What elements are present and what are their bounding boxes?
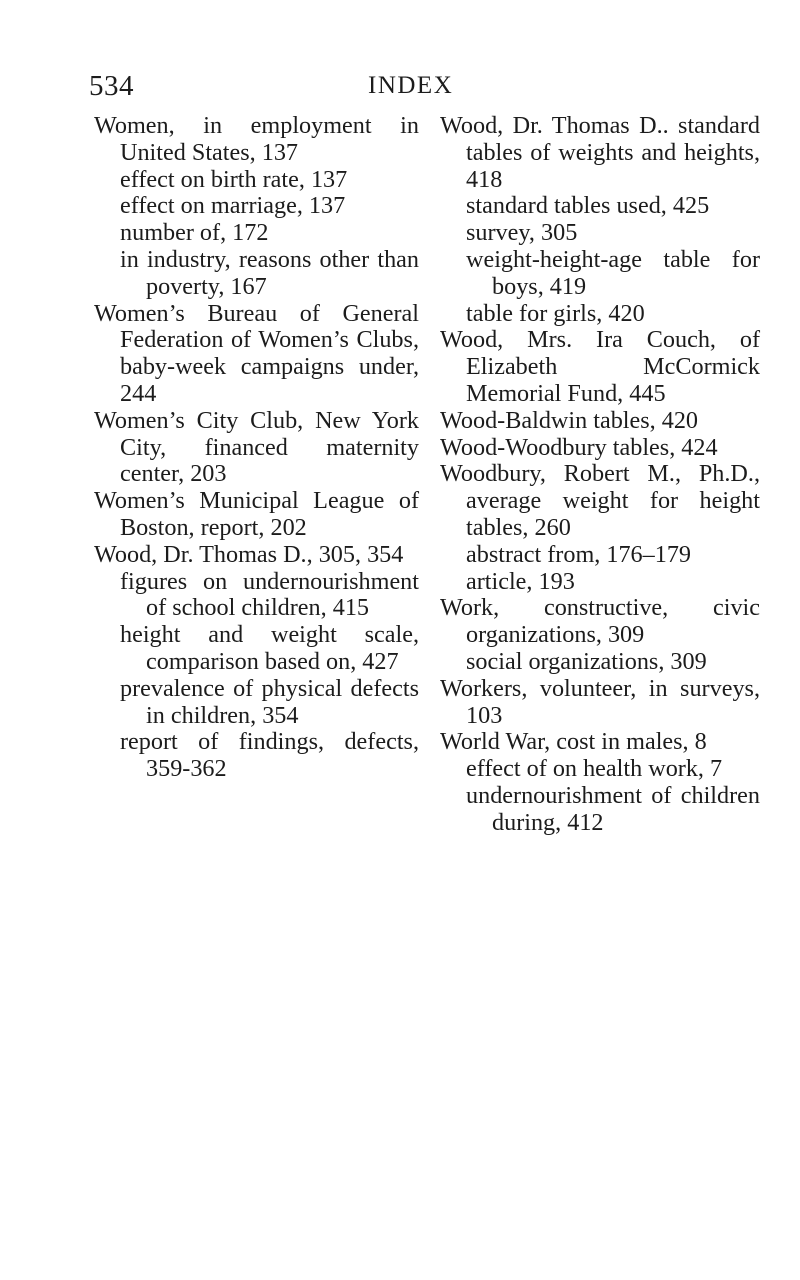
index-entry: Wood-Woodbury tables, 424: [440, 433, 718, 461]
page-number: 534: [89, 70, 134, 102]
index-subentry: report of findings, defects, 359-362: [120, 728, 419, 783]
index-entry: Woodbury, Robert M., Ph.D., average weight for height tables, 260: [440, 460, 760, 541]
index-subentry: in industry, reasons other than poverty, 167: [120, 245, 419, 300]
index-subentry: effect on birth rate, 137: [120, 165, 348, 193]
index-column-right: [440, 113, 760, 837]
index-subentry: weight-height-age table for boys, 419: [466, 245, 760, 300]
index-subentry: social organizations, 309: [466, 647, 707, 675]
index-entry: World War, cost in males, 8: [440, 728, 707, 756]
index-subentry: number of, 172: [120, 219, 269, 247]
index-entry: Women’s Bureau of General Federation of Women’s Clubs, baby-week campaigns under, 244: [94, 299, 419, 407]
index-entry: Women, in employment in United States, 137: [94, 112, 419, 166]
index-subentry: figures on undernourishment of school children, 415: [120, 567, 419, 622]
index-subentry: effect of on health work, 7: [466, 755, 723, 783]
running-head: INDEX: [368, 72, 454, 99]
index-subentry: abstract from, 176–179: [466, 540, 692, 568]
index-entry: Wood, Dr. Thomas D.. standard tables of weights and heights, 418: [440, 112, 760, 193]
index-subentry: height and weight scale, comparison based on, 427: [120, 621, 419, 675]
index-entry: Women’s City Club, New York City, financed maternity center, 203: [94, 406, 419, 488]
index-entry: Work, constructive, civic organizations, 309: [440, 594, 760, 649]
index-entry: Workers, volunteer, in surveys, 103: [440, 674, 760, 729]
index-subentry: standard tables used, 425: [466, 192, 710, 220]
index-subentry: undernourishment of children during, 412: [466, 781, 760, 836]
index-subentry: effect on marriage, 137: [120, 192, 346, 220]
index-subentry: article, 193: [466, 567, 575, 595]
index-column-left: [94, 113, 419, 783]
index-subentry: table for girls, 420: [466, 299, 645, 327]
index-subentry: prevalence of physical defects in children, 354: [120, 674, 419, 729]
index-entry: Wood, Mrs. Ira Couch, of Elizabeth McCormick Memorial Fund, 445: [440, 326, 760, 407]
index-entry: Wood, Dr. Thomas D., 305, 354: [94, 540, 404, 568]
index-entry: Wood-Baldwin tables, 420: [440, 406, 699, 434]
index-entry: Women’s Municipal League of Boston, report, 202: [94, 487, 419, 541]
index-subentry: survey, 305: [466, 219, 578, 247]
